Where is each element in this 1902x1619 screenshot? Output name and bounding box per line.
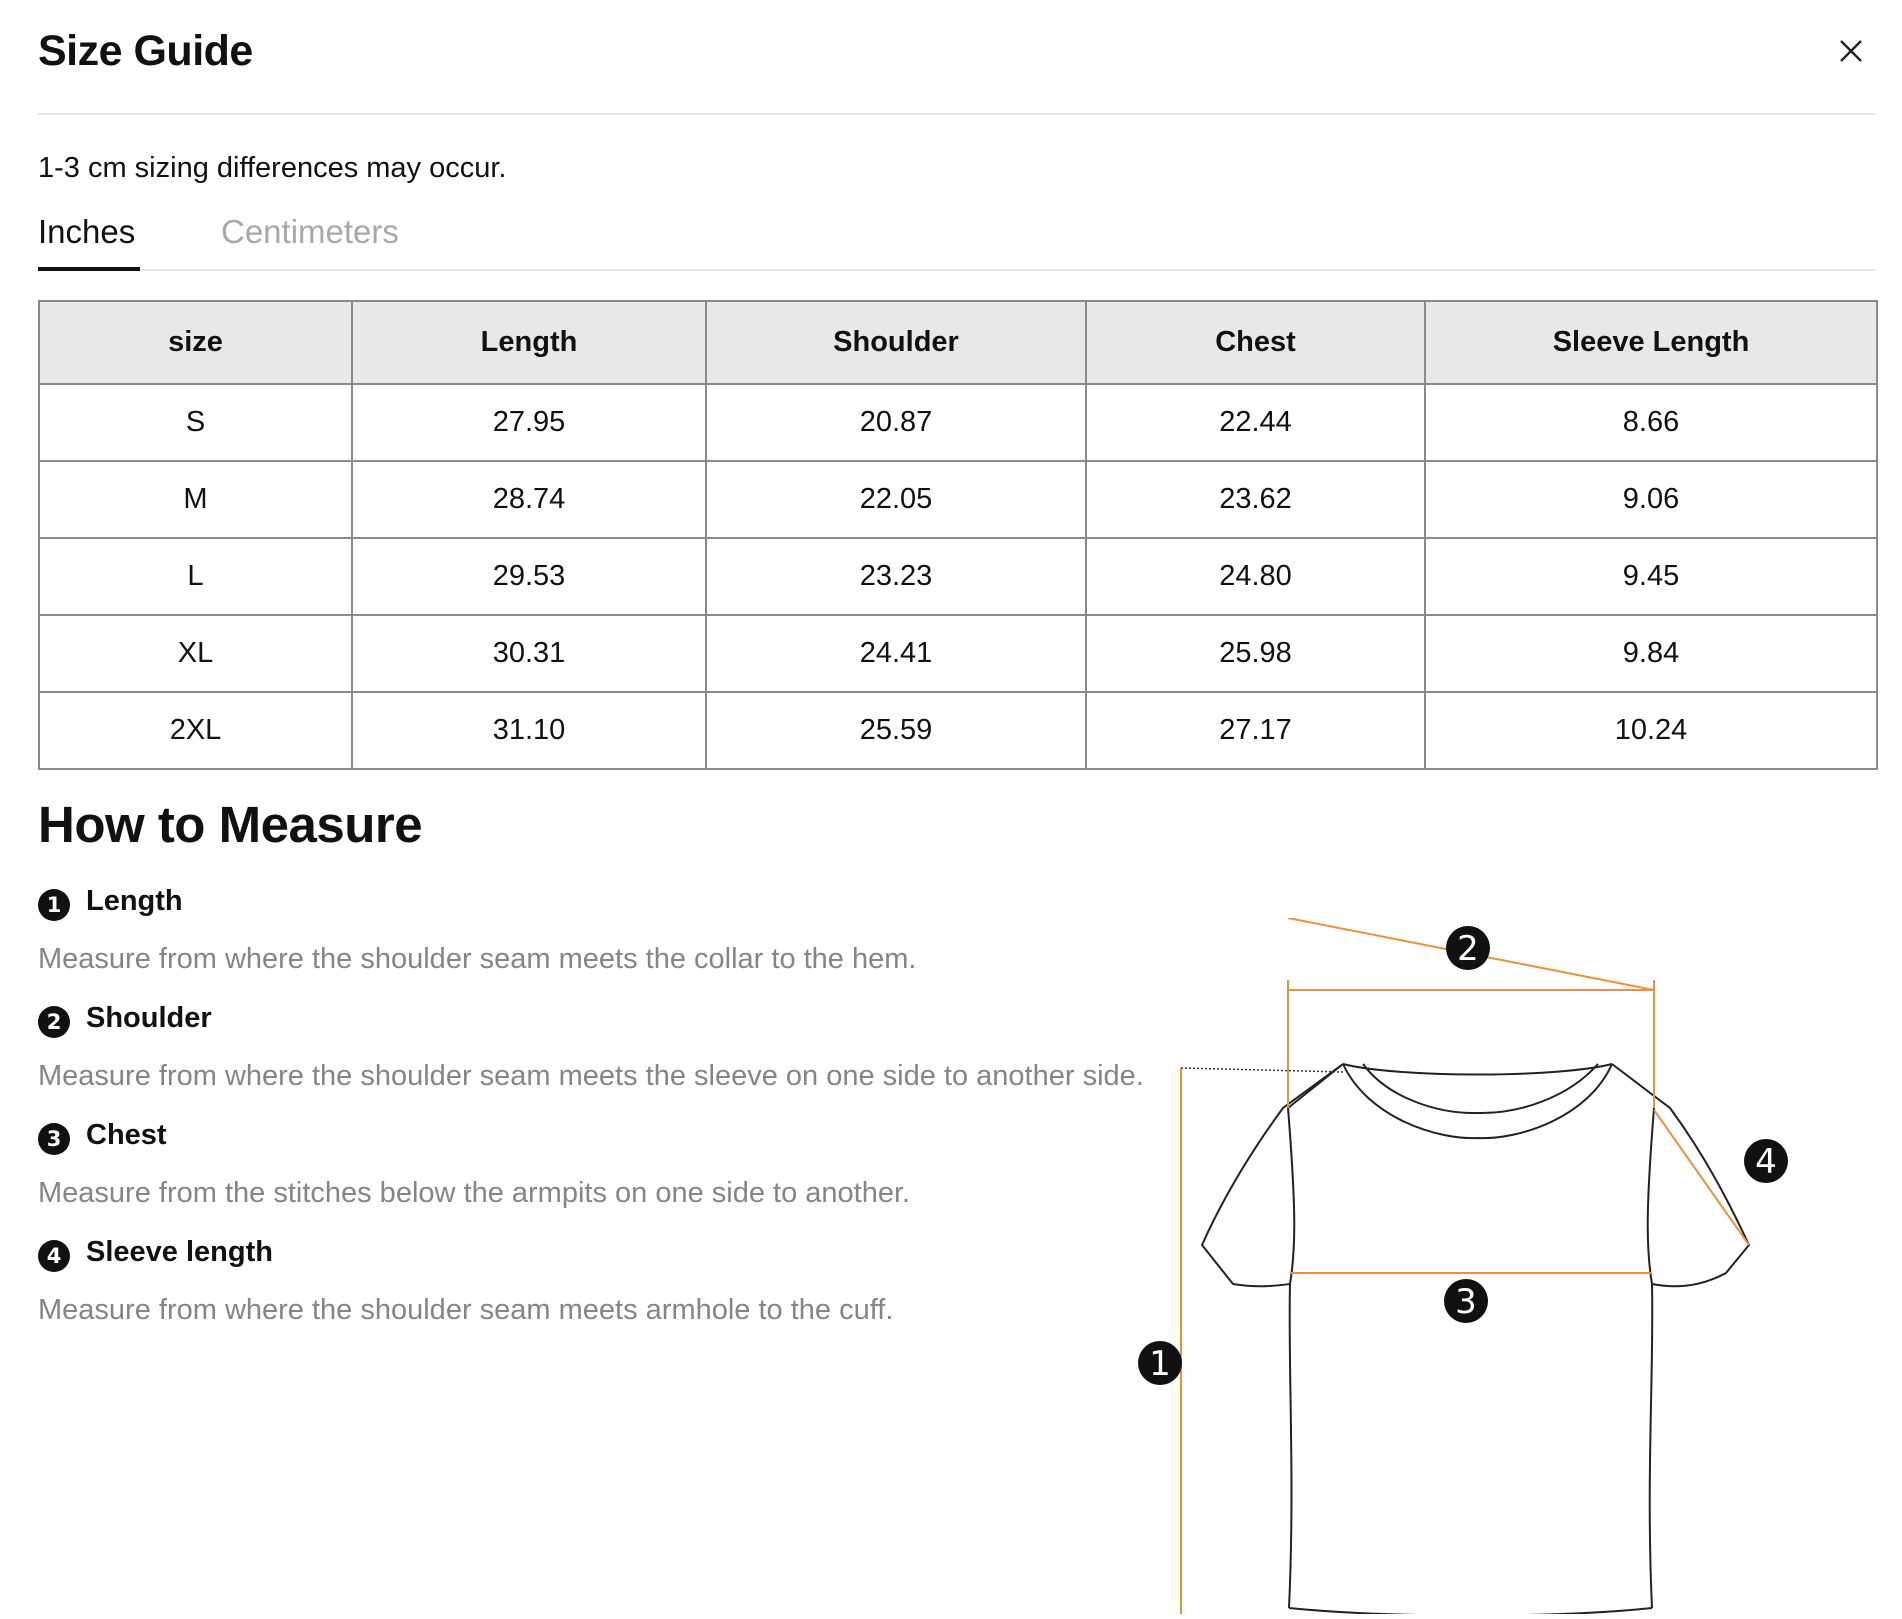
close-button[interactable] <box>1830 30 1872 72</box>
column-header-length: Length <box>352 301 706 384</box>
page-title: Size Guide <box>38 27 253 75</box>
svg-text:3: 3 <box>1455 1282 1477 1322</box>
header <box>38 0 1876 115</box>
table-cell: 9.45 <box>1425 538 1877 615</box>
table-cell: XL <box>39 615 352 692</box>
table-cell: 2XL <box>39 692 352 769</box>
measure-label: Sleeve length <box>86 1236 273 1268</box>
size-guide-panel <box>38 0 1876 1614</box>
number-badge-icon: 2 <box>38 1006 70 1038</box>
column-header-shoulder: Shoulder <box>706 301 1086 384</box>
size-table <box>38 300 1878 770</box>
column-header-size: size <box>39 301 352 384</box>
table-cell: 8.66 <box>1425 384 1877 461</box>
measure-item-chest <box>38 1119 1188 1209</box>
tab-centimeters[interactable]: Centimeters <box>221 213 399 250</box>
svg-text:4: 4 <box>1755 1142 1777 1182</box>
table-cell: 28.74 <box>352 461 706 538</box>
number-badge-icon: 1 <box>38 889 70 921</box>
measure-label: Shoulder <box>86 1002 212 1034</box>
measure-label: Chest <box>86 1119 167 1151</box>
table-cell: 10.24 <box>1425 692 1877 769</box>
table-row <box>39 692 1877 769</box>
svg-text:2: 2 <box>1457 929 1479 969</box>
table-cell: 25.98 <box>1086 615 1425 692</box>
table-cell: 22.05 <box>706 461 1086 538</box>
table-cell: 29.53 <box>352 538 706 615</box>
table-row <box>39 615 1877 692</box>
table-cell: 23.23 <box>706 538 1086 615</box>
table-cell: 23.62 <box>1086 461 1425 538</box>
measure-item-length <box>38 885 1188 975</box>
table-header-row <box>39 301 1877 384</box>
measure-item-sleeve-length <box>38 1236 1188 1326</box>
table-cell: 22.44 <box>1086 384 1425 461</box>
table-cell: 27.17 <box>1086 692 1425 769</box>
table-row <box>39 538 1877 615</box>
measure-description: Measure from where the shoulder seam meets the sleeve on one side to another side. <box>38 1060 1144 1092</box>
table-cell: 27.95 <box>352 384 706 461</box>
close-icon[interactable] <box>1830 30 1872 72</box>
tshirt-diagram-icon <box>1138 918 1818 1614</box>
sizing-note: 1-3 cm sizing differences may occur. <box>38 152 507 184</box>
how-to-measure-title: How to Measure <box>38 796 423 853</box>
unit-tabs <box>38 205 1876 271</box>
table-cell: 30.31 <box>352 615 706 692</box>
measure-description: Measure from where the shoulder seam meets the collar to the hem. <box>38 943 917 975</box>
table-cell: L <box>39 538 352 615</box>
measure-item-shoulder <box>38 1002 1188 1092</box>
table-cell: S <box>39 384 352 461</box>
table-cell: 24.41 <box>706 615 1086 692</box>
table-cell: M <box>39 461 352 538</box>
table-cell: 31.10 <box>352 692 706 769</box>
table-cell: 24.80 <box>1086 538 1425 615</box>
table-cell: 25.59 <box>706 692 1086 769</box>
column-header-sleeve-length: Sleeve Length <box>1425 301 1877 384</box>
table-cell: 9.84 <box>1425 615 1877 692</box>
tab-inches[interactable]: Inches <box>38 213 140 271</box>
number-badge-icon: 3 <box>38 1123 70 1155</box>
measure-label: Length <box>86 885 183 917</box>
column-header-chest: Chest <box>1086 301 1425 384</box>
measure-description: Measure from the stitches below the armpits on one side to another. <box>38 1177 911 1209</box>
table-cell: 20.87 <box>706 384 1086 461</box>
table-row <box>39 384 1877 461</box>
measure-description: Measure from where the shoulder seam meets armhole to the cuff. <box>38 1294 894 1326</box>
table-row <box>39 461 1877 538</box>
table-cell: 9.06 <box>1425 461 1877 538</box>
svg-text:1: 1 <box>1149 1344 1171 1384</box>
tshirt-diagram <box>1138 918 1818 1614</box>
number-badge-icon: 4 <box>38 1240 70 1272</box>
